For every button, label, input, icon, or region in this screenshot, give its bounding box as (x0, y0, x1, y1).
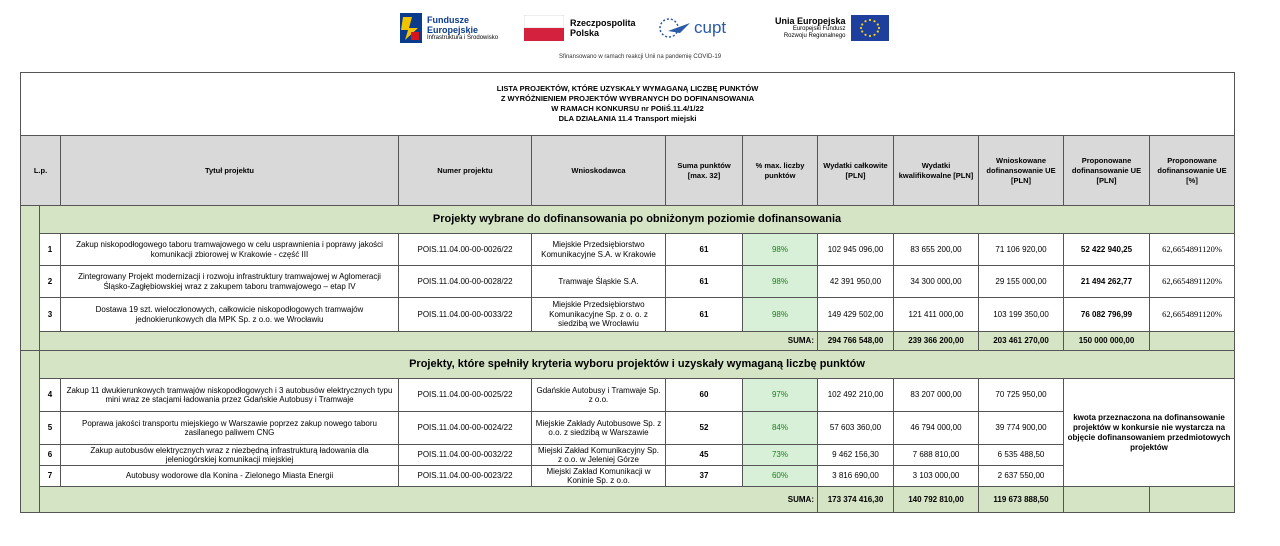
polish-flag-icon (524, 15, 564, 41)
row-total: 149 429 502,00 (818, 298, 894, 332)
row-applicant: Miejskie Przedsiębiorstwo Komunikacyjne S.A. w Krakowie (532, 234, 666, 266)
row-proposed: 76 082 796,99 (1064, 298, 1150, 332)
title-line-2: Z WYRÓŻNIENIEM PROJEKTÓW WYBRANYCH DO DOFINANSOWANIA (500, 94, 755, 103)
row-pct: 98% (743, 266, 818, 298)
row-requested: 70 725 950,00 (979, 379, 1064, 412)
insufficient-funds-note: kwota przeznaczona na dofinansowanie projektów w konkursie nie wystarcza na objęcie dofinansowaniem przedmiotowych projektów (1064, 379, 1235, 487)
row-eligible: 3 103 000,00 (894, 466, 979, 487)
row-lp: 1 (40, 234, 61, 266)
row-requested: 29 155 000,00 (979, 266, 1064, 298)
title-line-3: W RAMACH KONKURSU nr POIiŚ.11.4/1/22 (551, 104, 704, 113)
rp-line-1: Rzeczpospolita (570, 18, 636, 28)
row-applicant: Miejski Zakład Komunikacyjny Sp. z o.o. w Jeleniej Górze (532, 445, 666, 466)
ue-line-1: Unia Europejska (775, 16, 846, 26)
col-header-total: Wydatki całkowite [PLN] (818, 136, 894, 206)
section-2-gutter (21, 351, 40, 379)
row-points: 37 (666, 466, 743, 487)
row-eligible: 7 688 810,00 (894, 445, 979, 466)
col-header-number: Numer projektu (399, 136, 532, 206)
section-2-sum-row (21, 487, 1235, 513)
cupt-name: cupt (694, 18, 727, 37)
sum-eligible: 239 366 200,00 (894, 332, 979, 351)
table-row (21, 445, 1235, 466)
row-rate: 62,6654891120% (1150, 298, 1235, 332)
sum-label: SUMA: (40, 487, 818, 513)
row-total: 57 603 360,00 (818, 412, 894, 445)
unia-europejska-logo (775, 10, 889, 46)
logo-strip (0, 10, 1280, 50)
section-1-gutter (21, 206, 40, 234)
funding-note: Sfinansowano w ramach reakcji Unii na pandemię COVID-19 (558, 54, 722, 60)
table-title (21, 73, 1235, 136)
sum-eligible: 140 792 810,00 (894, 487, 979, 513)
row-lp: 4 (40, 379, 61, 412)
table-row (21, 266, 1235, 298)
row-applicant: Miejski Zakład Komunikacji w Koninie Sp. z o.o. (532, 466, 666, 487)
col-header-title: Tytuł projektu (61, 136, 399, 206)
row-title: Poprawa jakości transportu miejskiego w Warszawie poprzez zakup nowego taboru zasilanego paliwem CNG (61, 412, 399, 445)
row-total: 9 462 156,30 (818, 445, 894, 466)
fundusze-europejskie-logo (400, 10, 498, 46)
fe-title-1: Fundusze (427, 14, 469, 25)
row-proposed: 21 494 262,77 (1064, 266, 1150, 298)
title-line-4: DLA DZIAŁANIA 11.4 Transport miejski (558, 114, 697, 123)
row-total: 102 492 210,00 (818, 379, 894, 412)
row-applicant: Tramwaje Śląskie S.A. (532, 266, 666, 298)
header-row (21, 136, 1235, 206)
col-header-points: Suma punktów [max. 32] (666, 136, 743, 206)
table-row (21, 298, 1235, 332)
row-points: 61 (666, 234, 743, 266)
row-applicant: Miejskie Przedsiębiorstwo Komunikacyjne Sp. z o. o. z siedzibą we Wrocławiu (532, 298, 666, 332)
row-title: Zakup niskopodłogowego taboru tramwajowego w celu usprawnienia i poprawy jakości komunikacji zbiorowej w Krakowie - część III (61, 234, 399, 266)
cupt-swoosh-icon (658, 17, 692, 39)
row-requested: 39 774 900,00 (979, 412, 1064, 445)
row-points: 45 (666, 445, 743, 466)
row-pct: 84% (743, 412, 818, 445)
row-title: Dostawa 19 szt. wieloczłonowych, całkowicie niskopodłogowych tramwajów jednokierunkowych dla MPK Sp. z o.o. we Wrocławiu (61, 298, 399, 332)
row-number: POIS.11.04.00-00-0023/22 (399, 466, 532, 487)
table-row (21, 466, 1235, 487)
col-header-eligible: Wydatki kwalifikowalne [PLN] (894, 136, 979, 206)
project-list-table (20, 72, 1234, 524)
table-row (21, 379, 1235, 412)
row-requested: 103 199 350,00 (979, 298, 1064, 332)
col-header-applicant: Wnioskodawca (532, 136, 666, 206)
sum-proposed: 150 000 000,00 (1064, 332, 1150, 351)
row-total: 102 945 096,00 (818, 234, 894, 266)
rzeczpospolita-logo (524, 10, 636, 46)
row-eligible: 83 655 200,00 (894, 234, 979, 266)
row-lp: 5 (40, 412, 61, 445)
row-points: 61 (666, 266, 743, 298)
col-header-rate: Proponowane dofinansowanie UE [%] (1150, 136, 1235, 206)
row-pct: 97% (743, 379, 818, 412)
row-number: POIS.11.04.00-00-0033/22 (399, 298, 532, 332)
col-header-proposed: Proponowane dofinansowanie UE [PLN] (1064, 136, 1150, 206)
sum-total: 294 766 548,00 (818, 332, 894, 351)
row-number: POIS.11.04.00-00-0025/22 (399, 379, 532, 412)
row-title: Zakup 11 dwukierunkowych tramwajów niskopodłogowych i 3 autobusów elektrycznych typu mini wraz ze stacjami ładowania przez Gdańskie Autobusy i Tramwaje (61, 379, 399, 412)
row-number: POIS.11.04.00-00-0024/22 (399, 412, 532, 445)
row-rate: 62,6654891120% (1150, 234, 1235, 266)
row-requested: 6 535 488,50 (979, 445, 1064, 466)
sum-total: 173 374 416,30 (818, 487, 894, 513)
row-title: Autobusy wodorowe dla Konina - Zielonego Miasta Energii (61, 466, 399, 487)
row-number: POIS.11.04.00-00-0028/22 (399, 266, 532, 298)
row-eligible: 121 411 000,00 (894, 298, 979, 332)
section-1-header (21, 206, 1235, 234)
row-lp: 3 (40, 298, 61, 332)
row-total: 3 816 690,00 (818, 466, 894, 487)
row-requested: 2 637 550,00 (979, 466, 1064, 487)
ue-line-2: Europejski Fundusz (792, 26, 846, 32)
row-applicant: Miejskie Zakłady Autobusowe Sp. z o.o. z siedzibą w Warszawie (532, 412, 666, 445)
row-points: 52 (666, 412, 743, 445)
row-number: POIS.11.04.00-00-0026/22 (399, 234, 532, 266)
col-header-pct: % max. liczby punktów (743, 136, 818, 206)
row-title: Zintegrowany Projekt modernizacji i rozwoju infrastruktury tramwajowej w Aglomeracji Śląsko-Zagłębiowskiej wraz z zakupem taboru tramwajowego – etap IV (61, 266, 399, 298)
row-lp: 6 (40, 445, 61, 466)
row-number: POIS.11.04.00-00-0032/22 (399, 445, 532, 466)
row-applicant: Gdańskie Autobusy i Tramwaje Sp. z o.o. (532, 379, 666, 412)
fe-title-2: Europejskie (427, 24, 479, 35)
rp-line-2: Polska (570, 28, 600, 38)
table-row (21, 234, 1235, 266)
row-rate: 62,6654891120% (1150, 266, 1235, 298)
eu-flag-icon (851, 15, 889, 41)
ue-line-3: Rozwoju Regionalnego (783, 33, 846, 39)
row-pct: 73% (743, 445, 818, 466)
cupt-logo (658, 10, 726, 46)
fe-star-icon (400, 13, 422, 43)
row-eligible: 46 794 000,00 (894, 412, 979, 445)
sum-requested: 203 461 270,00 (979, 332, 1064, 351)
sum-label: SUMA: (40, 332, 818, 351)
row-proposed: 52 422 940,25 (1064, 234, 1150, 266)
col-header-lp: L.p. (21, 136, 61, 206)
row-pct: 98% (743, 234, 818, 266)
table-row (21, 412, 1235, 445)
row-total: 42 391 950,00 (818, 266, 894, 298)
row-lp: 7 (40, 466, 61, 487)
section-1-title: Projekty wybrane do dofinansowania po obniżonym poziomie dofinansowania (40, 206, 1235, 234)
row-eligible: 83 207 000,00 (894, 379, 979, 412)
row-title: Zakup autobusów elektrycznych wraz z niezbędną infrastrukturą ładowania dla jeleniogórskiej komunikacji miejskiej (61, 445, 399, 466)
row-points: 60 (666, 379, 743, 412)
fe-subtitle: Infrastruktura i Środowisko (427, 34, 499, 41)
row-points: 61 (666, 298, 743, 332)
row-pct: 98% (743, 298, 818, 332)
col-header-requested: Wnioskowane dofinansowanie UE [PLN] (979, 136, 1064, 206)
row-lp: 2 (40, 266, 61, 298)
row-eligible: 34 300 000,00 (894, 266, 979, 298)
section-2-header (21, 351, 1235, 379)
row-pct: 60% (743, 466, 818, 487)
title-line-1: LISTA PROJEKTÓW, KTÓRE UZYSKAŁY WYMAGANĄ LICZBĘ PUNKTÓW (496, 84, 759, 93)
row-requested: 71 106 920,00 (979, 234, 1064, 266)
sum-requested: 119 673 888,50 (979, 487, 1064, 513)
section-1-sum-row (21, 332, 1235, 351)
section-2-title: Projekty, które spełniły kryteria wyboru projektów i uzyskały wymaganą liczbę punktów (40, 351, 1235, 379)
